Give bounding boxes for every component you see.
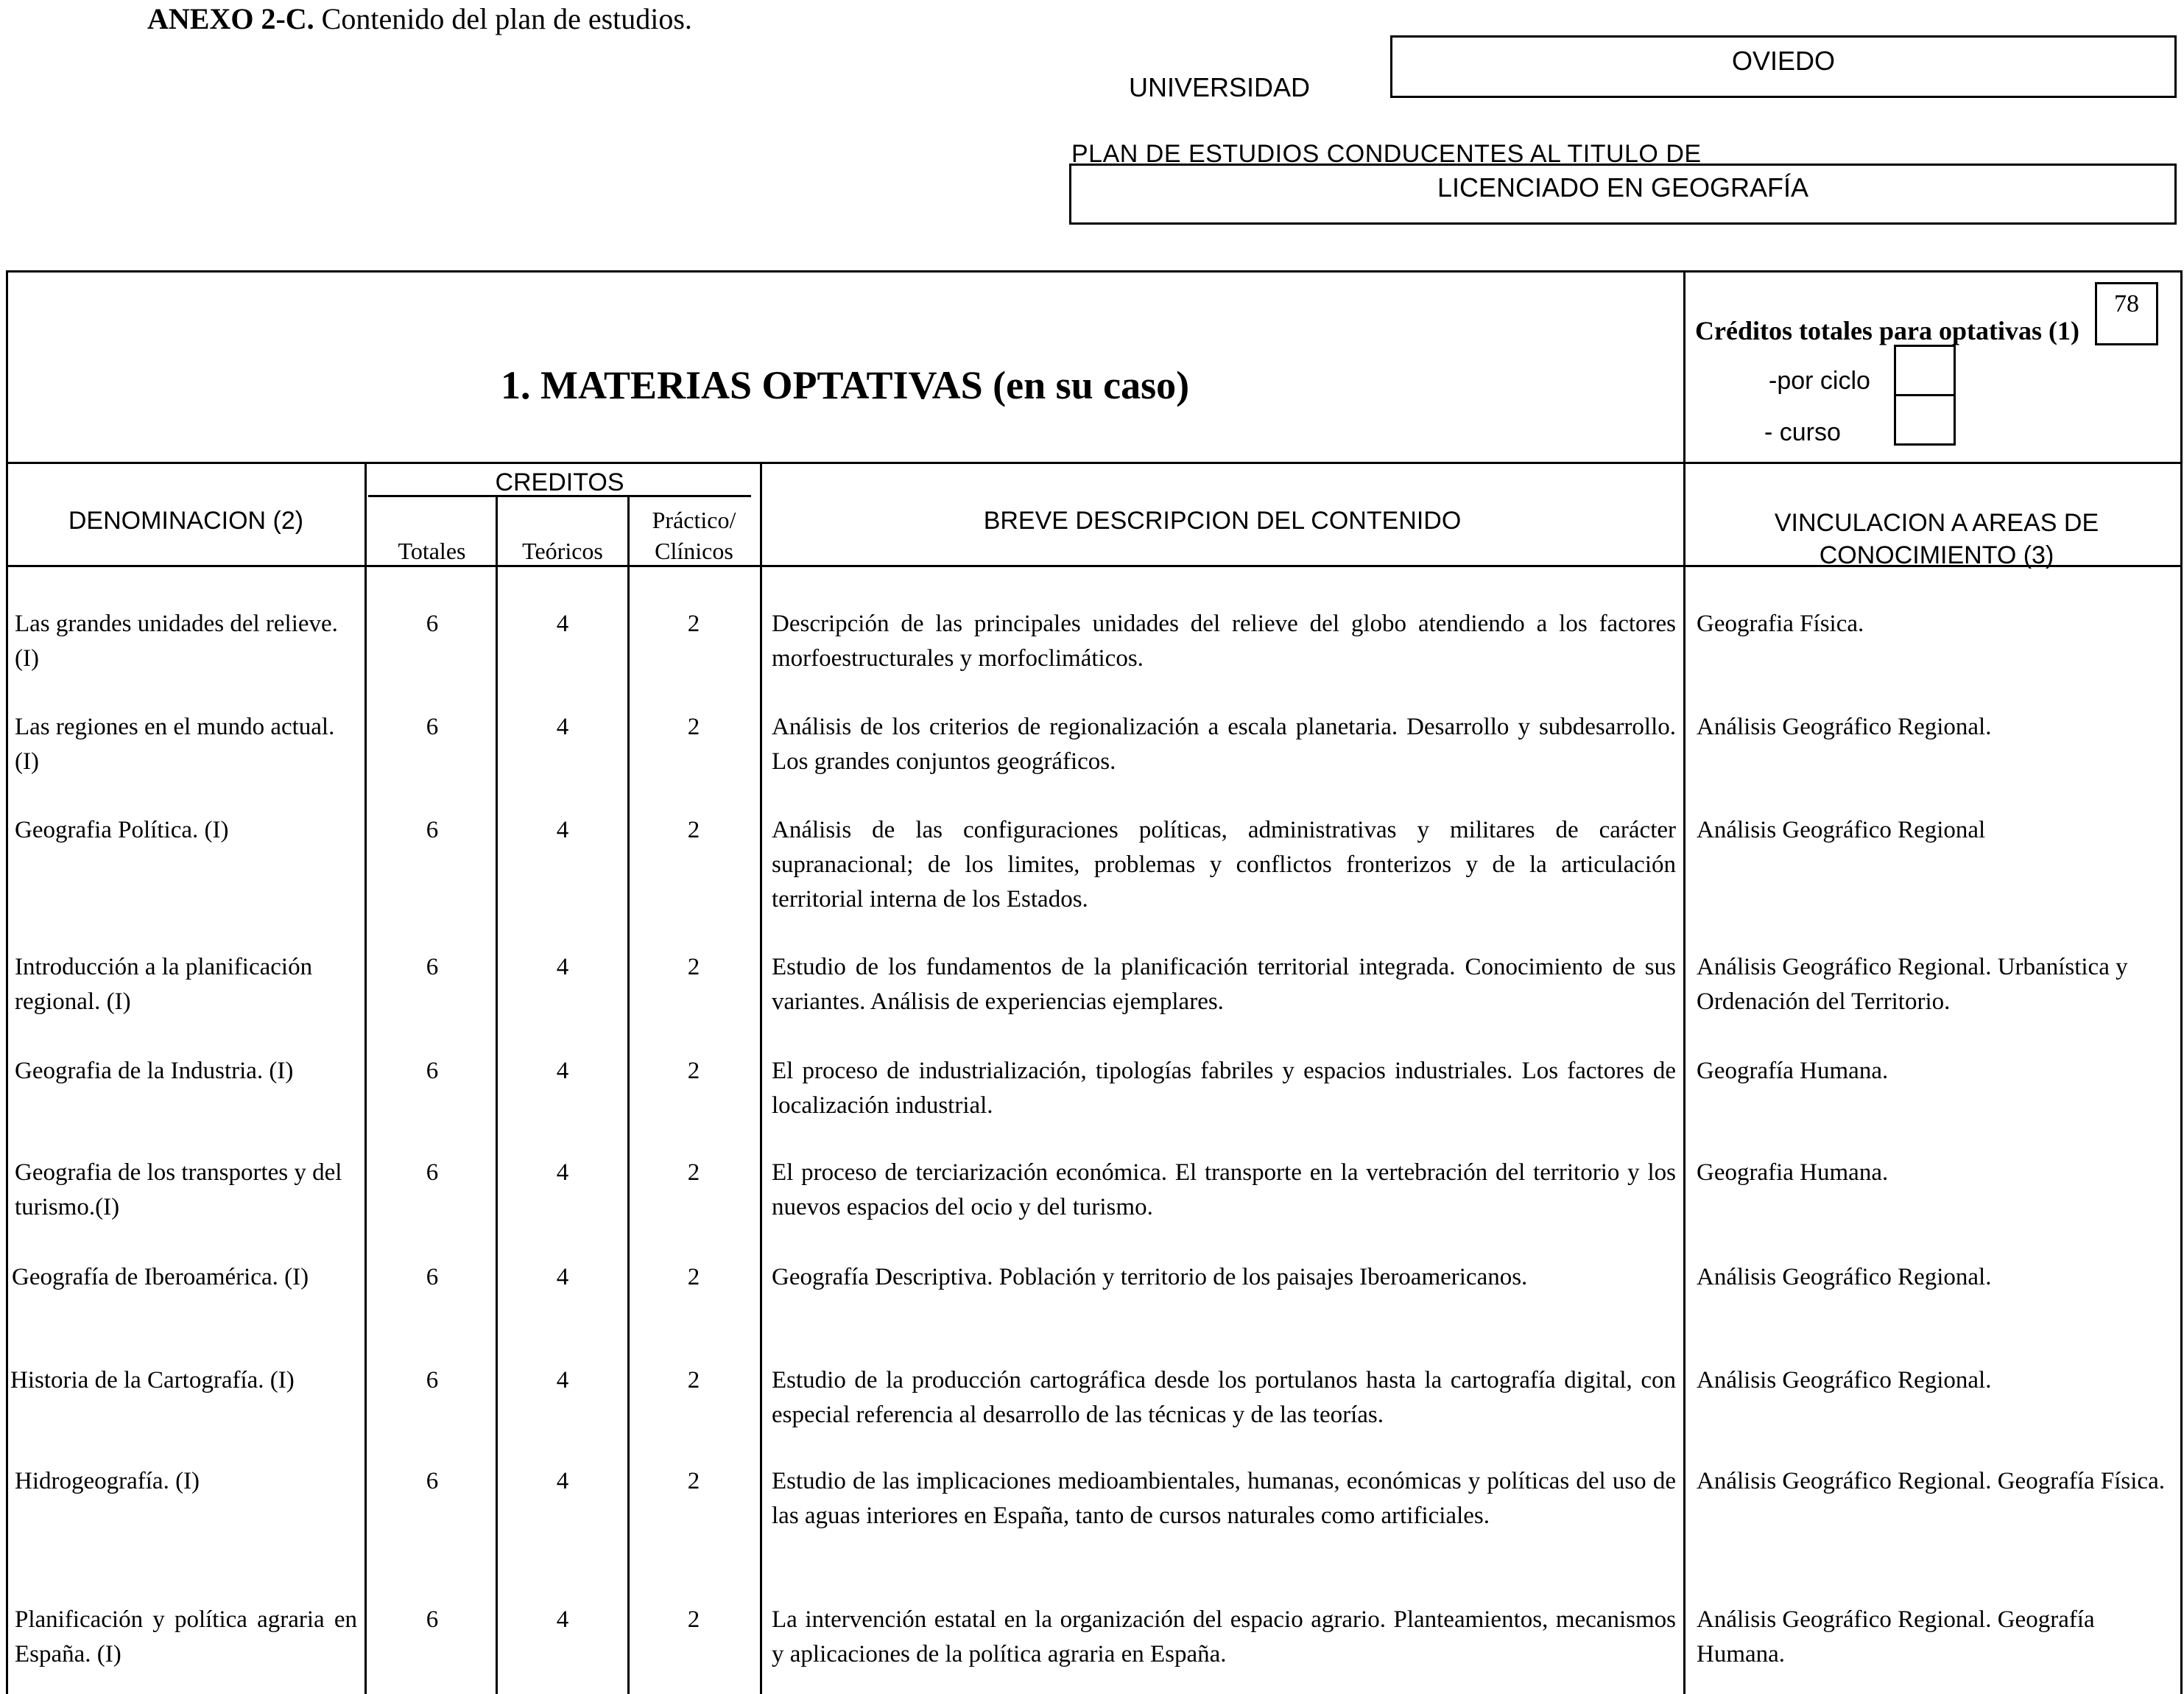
totales-cell: 6 xyxy=(426,1606,439,1633)
per-course-field xyxy=(1894,394,1956,446)
denominacion-cell: Geografia Política. (I) xyxy=(15,817,229,843)
vinculacion-cell: Geografia Humana. xyxy=(1697,1159,1889,1186)
descripcion-cell: Estudio de la producción cartográfica desde los portulanos hasta la cartografía digital, con especial referencia al desarrollo de las técnicas y de las teorías. xyxy=(772,1367,1676,1428)
practicos-cell: 2 xyxy=(687,1606,700,1633)
divider xyxy=(496,496,498,1694)
descripcion-cell: Estudio de los fundamentos de la planificación territorial integrada. Conocimiento de sus variantes. Análisis de experiencias ejemplares. xyxy=(772,954,1676,1015)
university-field: OVIEDO xyxy=(1390,35,2177,98)
totales-cell: 6 xyxy=(426,1367,439,1393)
divider xyxy=(760,462,762,1694)
divider xyxy=(1683,270,1685,1694)
section-title: 1. MATERIAS OPTATIVAS (en su caso) xyxy=(501,363,1190,407)
per-course-label: - curso xyxy=(1764,418,1841,446)
descripcion-cell: La intervención estatal en la organización del espacio agrario. Planteamientos, mecanismos y aplicaciones de la política agraria en España. xyxy=(772,1606,1676,1667)
teoricos-cell: 4 xyxy=(556,1367,569,1393)
denominacion-cell: Geografía de Iberoamérica. (I) xyxy=(12,1264,309,1290)
divider xyxy=(6,462,2183,464)
totales-cell: 6 xyxy=(426,714,439,740)
descripcion-cell: Estudio de las implicaciones medioambientales, humanas, económicas y políticas del uso de las aguas interiores en España, tanto de cursos naturales como artificiales. xyxy=(772,1468,1676,1529)
teoricos-cell: 4 xyxy=(556,611,569,637)
descripcion-cell: El proceso de terciarización económica. El transporte en la vertebración del territorio y los nuevos espacios del ocio y del turismo. xyxy=(772,1159,1676,1220)
totales-cell: 6 xyxy=(426,1264,439,1290)
denominacion-cell: Geografia de la Industria. (I) xyxy=(15,1058,294,1084)
vinculacion-cell: Análisis Geográfico Regional. xyxy=(1697,1264,1992,1290)
column-header-practicos: Práctico/ Clínicos xyxy=(652,507,736,564)
totales-cell: 6 xyxy=(426,954,439,980)
totales-cell: 6 xyxy=(426,611,439,637)
university-label: UNIVERSIDAD xyxy=(1129,72,1311,102)
optional-credits-label: Créditos totales para optativas (1) xyxy=(1695,316,2079,345)
annex-heading xyxy=(147,1,692,36)
teoricos-cell: 4 xyxy=(556,1058,569,1084)
descripcion-cell: Geografía Descriptiva. Población y territorio de los paisajes Iberoamericanos. xyxy=(772,1264,1528,1290)
column-header-teoricos: Teóricos xyxy=(522,538,603,564)
vinculacion-cell: Análisis Geográfico Regional. Urbanística y Ordenación del Territorio. xyxy=(1697,954,2128,1015)
vinculacion-cell: Análisis Geográfico Regional. xyxy=(1697,714,1992,740)
totales-cell: 6 xyxy=(426,1468,439,1494)
column-header-denominacion: DENOMINACION (2) xyxy=(68,507,304,535)
per-cycle-label: -por ciclo xyxy=(1769,367,1870,395)
vinculacion-cell: Geografia Física. xyxy=(1697,611,1864,637)
vinculacion-cell: Análisis Geográfico Regional. xyxy=(1697,1367,1992,1393)
practicos-cell: 2 xyxy=(687,1159,700,1186)
denominacion-cell: Introducción a la planificación regional. (I) xyxy=(15,954,313,1015)
denominacion-cell: Hidrogeografía. (I) xyxy=(15,1468,200,1494)
degree-title-field: LICENCIADO EN GEOGRAFÍA xyxy=(1069,164,2177,225)
teoricos-cell: 4 xyxy=(556,1606,569,1633)
totales-cell: 6 xyxy=(426,1058,439,1084)
vinculacion-cell: Geografía Humana. xyxy=(1697,1058,1889,1084)
column-header-totales: Totales xyxy=(398,538,466,564)
column-header-vinculacion: VINCULACION A AREAS DE CONOCIMIENTO (3) xyxy=(1774,509,2099,569)
denominacion-cell: Las regiones en el mundo actual. (I) xyxy=(15,714,335,775)
per-cycle-field xyxy=(1894,345,1956,396)
optional-credits-value: 78 xyxy=(2095,282,2158,345)
practicos-cell: 2 xyxy=(687,611,700,637)
teoricos-cell: 4 xyxy=(556,714,569,740)
practicos-cell: 2 xyxy=(687,714,700,740)
descripcion-cell: El proceso de industrialización, tipologías fabriles y espacios industriales. Los factores de localización industrial. xyxy=(772,1058,1676,1119)
teoricos-cell: 4 xyxy=(556,954,569,980)
divider xyxy=(627,496,630,1694)
practicos-cell: 2 xyxy=(687,817,700,843)
practicos-cell: 2 xyxy=(687,1367,700,1393)
denominacion-cell: Planificación y política agraria en España. (I) xyxy=(15,1606,357,1667)
practicos-cell: 2 xyxy=(687,1468,700,1494)
descripcion-cell: Descripción de las principales unidades del relieve del globo atendiendo a los factores morfoestructurales y morfoclimáticos. xyxy=(772,611,1676,672)
practicos-cell: 2 xyxy=(687,1264,700,1290)
annex-subtitle: Contenido del plan de estudios. xyxy=(321,2,692,35)
teoricos-cell: 4 xyxy=(556,1264,569,1290)
teoricos-cell: 4 xyxy=(556,1159,569,1186)
descripcion-cell: Análisis de los criterios de regionalización a escala planetaria. Desarrollo y subdesarrollo. Los grandes conjuntos geográficos. xyxy=(772,714,1676,775)
vinculacion-cell: Análisis Geográfico Regional xyxy=(1697,817,1986,843)
column-header-creditos: CREDITOS xyxy=(495,468,624,496)
plan-label: PLAN DE ESTUDIOS CONDUCENTES AL TITULO DE xyxy=(1071,140,1702,168)
annex-number: ANEXO 2-C. xyxy=(147,2,314,35)
denominacion-cell: Geografia de los transportes y del turismo.(I) xyxy=(15,1159,342,1220)
vinculacion-cell: Análisis Geográfico Regional. Geografía Física. xyxy=(1697,1468,2165,1494)
divider xyxy=(364,462,367,1694)
descripcion-cell: Análisis de las configuraciones políticas, administrativas y militares de carácter supranacional; de los limites, problemas y conflictos fronterizos y de la articulación territorial interna de los Estados. xyxy=(772,817,1676,913)
teoricos-cell: 4 xyxy=(556,817,569,843)
column-header-descripcion: BREVE DESCRIPCION DEL CONTENIDO xyxy=(983,507,1462,535)
denominacion-cell: Las grandes unidades del relieve. (I) xyxy=(15,611,338,672)
practicos-cell: 2 xyxy=(687,954,700,980)
practicos-cell: 2 xyxy=(687,1058,700,1084)
denominacion-cell: Historia de la Cartografía. (I) xyxy=(10,1367,295,1393)
vinculacion-cell: Análisis Geográfico Regional. Geografía Humana. xyxy=(1697,1606,2095,1667)
totales-cell: 6 xyxy=(426,1159,439,1186)
totales-cell: 6 xyxy=(426,817,439,843)
teoricos-cell: 4 xyxy=(556,1468,569,1494)
